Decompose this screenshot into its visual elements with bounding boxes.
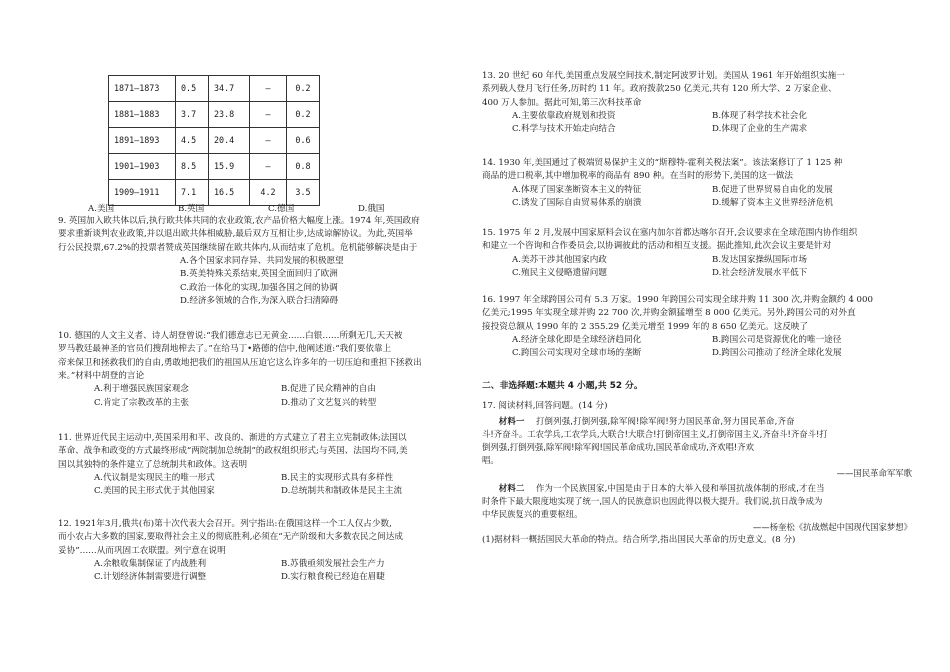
q14-option-b: B.促进了世界贸易自由化的发展	[712, 184, 833, 195]
table-row	[109, 154, 320, 180]
table-cell: 1871—1873	[109, 76, 176, 102]
q11-option-d: D.总统制共和制政体是民主主流	[281, 486, 403, 497]
q9-stem-1: 9. 英国加入欧共体以后,执行欧共体共同的农业政策,农产品价格大幅度上涨。1974 年,英国政府	[58, 216, 420, 226]
question-16	[482, 294, 912, 361]
q11-stem-2: 革命、战争和政变的方式最终形成“两院制加总统制”的政权组织形式;与英国、法国均不同,美	[58, 446, 408, 457]
q16-option-d: D.跨国公司推动了经济全球化发展	[712, 348, 842, 359]
q11-option-c: C.美国的民主形式优于其他国家	[94, 486, 215, 497]
q13-option-d: D.体现了企业的生产需求	[712, 124, 808, 135]
q11-stem-1: 11. 世界近代民主运动中,英国采用和平、改良的、渐进的方式建立了君主立宪制政体;法国以	[58, 433, 407, 443]
q17-stem: 17. 阅读材料,回答问题。(14 分)	[482, 400, 608, 411]
q13-stem-2: 系列载人登月飞行任务,历时约 11 年。政府拨款250 亿美元,共有 120 所大学、2 万家企业、	[482, 84, 837, 95]
q13-stem-1: 13. 20 世纪 60 年代,美国重点发展空间技术,制定阿波罗计划。美国从 1961 年开始组织实施一	[482, 71, 845, 81]
q17-material-2-source: ——杨奎松《抗战燃起中国现代国家梦想》	[752, 522, 912, 533]
q10-stem-2: 罗马教廷最神圣的官员们搜刮地榨去了。”在给马丁•路德的信中,他阐述道:“我们要依靠上	[58, 344, 392, 355]
q8-option-c: C.德国	[268, 204, 295, 214]
q9-stem-2: 要求重新谈判农业政策,并以退出欧共体相威胁,最后双方互相让步,达成谅解协议。为此,英国举	[58, 229, 413, 240]
q9-option-a: A.各个国家求同存异、共同发展的积极愿望	[180, 255, 344, 266]
table-cell: 0.6	[287, 128, 320, 154]
q14-option-a: A.体现了国家垄断资本主义的特征	[512, 184, 642, 195]
q17-material-2-label: 材料二	[498, 483, 525, 494]
q13-option-b: B.体现了科学技术社会化	[712, 110, 807, 121]
q17-material-1-source: ——国民革命军军歌	[836, 468, 912, 478]
table-cell: 1901—1903	[109, 154, 176, 180]
q14-stem-1: 14. 1930 年,美国通过了极端贸易保护主义的“斯穆特-霍利关税法案”。该法案修订了 1 125 种	[482, 158, 843, 168]
q10-option-d: D.推动了文艺复兴的转型	[281, 397, 377, 408]
q12-option-b: B.苏俄亟须发展社会生产力	[281, 558, 385, 569]
table-cell: 0.2	[287, 76, 320, 102]
table-cell: 34.7	[209, 76, 250, 102]
table-cell: 8.5	[176, 154, 209, 180]
q16-option-c: C.跨国公司实现对全球市场的垄断	[512, 348, 642, 359]
q17-material-1-line-2: 斗!齐奋斗。工农学兵,工农学兵,大联合!大联合!打倒帝国主义,打倒帝国主义,齐奋斗!齐奋斗!打	[482, 428, 828, 439]
question-9	[58, 215, 468, 308]
table-row	[109, 180, 320, 206]
q16-stem-3: 接投资总额从 1990 年的 2 355.29 亿美元增至 1999 年的 8 650 亿美元。这反映了	[482, 321, 809, 332]
q12-option-a: A.余粮收集制保证了内战胜利	[94, 558, 207, 569]
q16-stem-2: 亿美元;1995 年实现全球并购 22 700 次,并购金额猛增至 8 000 亿美元。另外,跨国公司的对外直	[482, 308, 856, 319]
q17-material-2-line-2: 时条件下最大限度地实现了统一,国人的民族意识也因此得以极大提升。我们说,抗日战争成为	[482, 496, 823, 507]
q15-option-a: A.美苏干涉其他国家内政	[512, 254, 607, 265]
q15-stem-2: 和建立一个咨询和合作委员会,以协调彼此的活动和相互支援。据此推知,此次会议主要是针对	[482, 241, 832, 252]
question-12	[58, 518, 468, 585]
table-cell: 20.4	[209, 128, 250, 154]
table-row	[109, 76, 320, 102]
question-14	[482, 157, 912, 210]
q15-option-c: C.殖民主义侵略遗留问题	[512, 267, 607, 278]
table-cell: 0.8	[287, 154, 320, 180]
q17-material-2-text-1: 作为一个民族国家,中国是由于日本的大举入侵和举国抗战体制的形成,才在当	[535, 483, 825, 494]
table-cell: 0.2	[287, 102, 320, 128]
q10-stem-4: 来。”材料中胡登的言论	[58, 370, 145, 381]
data-table	[108, 75, 320, 206]
q17-material-1-text-1: 打倒列强,打倒列强,除军阀!除军阀!努力国民革命,努力国民革命,齐奋	[535, 415, 795, 426]
q8-option-d: D.俄国	[358, 204, 385, 214]
q12-stem-1: 12. 1921年3月,俄共(布)第十次代表大会召开。列宁指出:在俄国这样一个工人仅占少数,	[58, 519, 392, 529]
question-15	[482, 227, 912, 280]
non-choice-section	[482, 380, 912, 547]
table-cell: 4.5	[176, 128, 209, 154]
table-cell: 3.7	[176, 102, 209, 128]
q10-stem-3: 帝来保卫和拯救我们的自由,勇敢地把我们的祖国从压迫它这么许多年的一切压迫和重担下拯救出	[58, 357, 422, 368]
q15-stem-1: 15. 1975 年 2 月,发展中国家原料会议在塞内加尔首都达喀尔召开,会议要求在全球范围内协作组织	[482, 228, 858, 238]
q8-option-a: A.美国	[88, 204, 115, 214]
table-cell: 0.5	[176, 76, 209, 102]
table-cell: —	[250, 76, 287, 102]
q17-material-1-line-3: 倒列强,打倒列强,除军阀!除军阀!国民革命成功,国民革命成功,齐欢唱!齐欢	[482, 441, 754, 452]
q17-material-1-line-4: 唱。	[482, 454, 499, 465]
table-row	[109, 128, 320, 154]
q16-stem-1: 16. 1997 年全球跨国公司有 5.3 万家。1990 年跨国公司实现全球并购 11 300 次,并购金额约 4 000	[482, 295, 873, 305]
q10-stem-1: 10. 德国的人文主义者、诗人胡登曾说:“我们德意志已无黄金……白银……所剩无几,天天被	[58, 331, 403, 341]
q17-material-2-line-3: 中华民族复兴的重要枢纽。	[482, 509, 583, 520]
q10-option-c: C.肯定了宗教改革的主张	[94, 397, 189, 408]
question-13	[482, 70, 912, 137]
table-cell: 1909—1911	[109, 180, 176, 206]
q14-option-c: C.诱发了国际自由贸易体系的崩溃	[512, 197, 642, 208]
question-11	[58, 432, 468, 499]
q11-stem-3: 国以其独特的条件建立了总统制共和政体。这表明	[58, 459, 248, 470]
q11-option-b: B.民主的实现形式具有多样性	[281, 472, 394, 483]
table-cell: —	[250, 128, 287, 154]
q12-stem-2: 而小农占大多数的国家,要取得社会主义的彻底胜利,必须在“无产阶级和大多数农民之间达成	[58, 532, 404, 543]
table-cell: 1891—1893	[109, 128, 176, 154]
table-cell: 16.5	[209, 180, 250, 206]
table-cell: —	[250, 102, 287, 128]
q13-stem-3: 400 万人参加。据此可知,第三次科技革命	[482, 97, 642, 108]
q12-option-d: D.实行粮食税已经迫在眉睫	[281, 572, 385, 583]
q10-option-a: A.利于增强民族国家观念	[94, 384, 189, 395]
q9-stem-3: 行公民投票,67.2%的投票者赞成英国继续留在欧共体内,从而结束了危机。危机能够解决是由于	[58, 242, 418, 253]
table-cell: 3.5	[287, 180, 320, 206]
q17-material-1-label: 材料一	[498, 415, 525, 426]
table-cell: 23.8	[209, 102, 250, 128]
q16-option-b: B.跨国公司是资源优化的唯一途径	[712, 334, 842, 345]
question-10	[58, 330, 468, 410]
table-cell: 7.1	[176, 180, 209, 206]
q9-option-c: C.政治一体化的实现,加强各国之间的协调	[180, 282, 338, 293]
q9-option-b: B.英美特殊关系结束,英国全面回归了欧洲	[180, 269, 338, 280]
table-cell: 4.2	[250, 180, 287, 206]
q11-option-a: A.代议制是实现民主的唯一形式	[94, 472, 215, 483]
q15-option-d: D.社会经济发展水平低下	[712, 267, 808, 278]
q14-stem-2: 商品的进口税率,其中增加税率的商品有 890 种。在当时的形势下,美国的这一做法	[482, 171, 793, 182]
q15-option-b: B.发达国家操纵国际市场	[712, 254, 807, 265]
section-heading: 二、非选择题:本题共 4 小题,共 52 分。	[482, 381, 643, 391]
q13-option-c: C.科学与技术开始走向结合	[512, 124, 616, 135]
q8-option-b: B.英国	[178, 204, 205, 214]
q16-option-a: A.经济全球化即是全球经济趋同化	[512, 334, 642, 345]
q17-material-1-line-1	[482, 415, 912, 428]
q9-option-d: D.经济多领域的合作,为深入联合扫清障碍	[180, 295, 339, 306]
table-cell: 15.9	[209, 154, 250, 180]
table-cell: 1881—1883	[109, 102, 176, 128]
q17-sub-question-1: (1)据材料一概括国民大革命的特点。结合所学,指出国民大革命的历史意义。(8 分)	[482, 535, 796, 546]
q12-option-c: C.计划经济体制需要进行调整	[94, 572, 207, 583]
q10-option-b: B.促进了民众精神的自由	[281, 384, 376, 395]
q12-stem-3: 妥协”……从而巩固工农联盟。列宁意在说明	[58, 545, 226, 556]
table-row	[109, 102, 320, 128]
table-cell: —	[250, 154, 287, 180]
data-table-body	[109, 76, 320, 206]
q13-option-a: A.主要依靠政府规划和投资	[512, 110, 616, 121]
q14-option-d: D.缓解了资本主义世界经济危机	[712, 197, 834, 208]
q17-material-2-line-1	[482, 482, 912, 495]
